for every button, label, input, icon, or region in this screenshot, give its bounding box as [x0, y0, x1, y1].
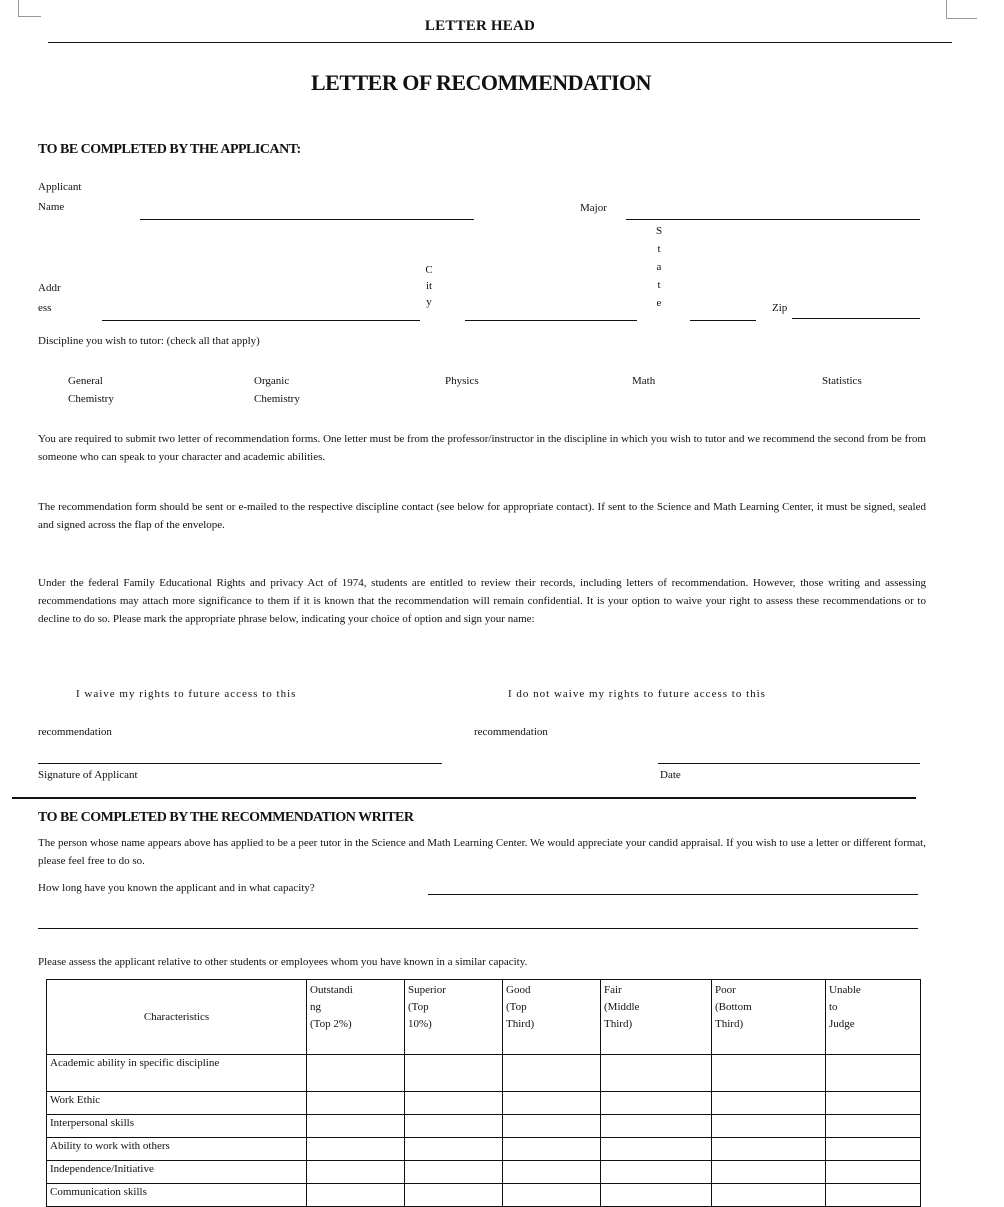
table-row — [47, 1138, 921, 1161]
rating-cell[interactable] — [826, 1138, 921, 1161]
signature-label: Signature of Applicant — [38, 769, 138, 781]
table-row — [47, 1161, 921, 1184]
column-header-outstanding: Outstandi ng (Top 2%) — [307, 980, 405, 1055]
column-header-unable: Unable to Judge — [826, 980, 921, 1055]
rating-cell[interactable] — [503, 1055, 601, 1092]
writer-section-title: TO BE COMPLETED BY THE RECOMMENDATION WRITER — [38, 810, 414, 825]
rating-cell[interactable] — [503, 1161, 601, 1184]
zip-field[interactable] — [792, 318, 920, 319]
discipline-general-chemistry[interactable]: General Chemistry — [68, 375, 114, 405]
assess-prompt: Please assess the applicant relative to other students or employees whom you have known in a similar capacity. — [38, 956, 528, 968]
section-divider — [12, 797, 916, 799]
rating-cell[interactable] — [405, 1184, 503, 1207]
rating-cell[interactable] — [503, 1092, 601, 1115]
discipline-statistics[interactable]: Statistics — [822, 375, 862, 387]
rating-cell[interactable] — [307, 1138, 405, 1161]
rating-cell[interactable] — [405, 1138, 503, 1161]
address-field[interactable] — [102, 320, 420, 321]
rating-cell[interactable] — [601, 1092, 712, 1115]
ferpa-paragraph: Under the federal Family Educational Rights and privacy Act of 1974, students are entitled to review their records, including letters of recommendation. However, those writing and assessing recommendations may attach more significance to them if it is known that the recommendation will remain confidential. It is your option to waive your right to assess these recommendations or to decline to do so. Please mark the appropriate phrase below, indicating your choice of option and sign your name: — [38, 577, 926, 625]
row-label: Communication skills — [47, 1184, 307, 1207]
assessment-table — [46, 979, 921, 1207]
state-field[interactable] — [690, 320, 756, 321]
rating-cell[interactable] — [307, 1055, 405, 1092]
column-header-fair: Fair (Middle Third) — [601, 980, 712, 1055]
characteristics-header: Characteristics — [47, 980, 307, 1055]
not-waive-option-continued: recommendation — [474, 726, 548, 738]
major-field[interactable] — [626, 219, 920, 220]
row-label: Ability to work with others — [47, 1138, 307, 1161]
city-field[interactable] — [465, 320, 637, 321]
rating-cell[interactable] — [601, 1055, 712, 1092]
row-label: Work Ethic — [47, 1092, 307, 1115]
table-row — [47, 1184, 921, 1207]
table-header-row — [47, 980, 921, 1055]
instructions-paragraph-2: The recommendation form should be sent or e-mailed to the respective discipline contact (see below for appropriate contact). If sent to the Science and Math Learning Center, it must be signed, sealed and signed across the flap of the envelope. — [38, 501, 926, 531]
header-rule — [48, 42, 952, 43]
rating-cell[interactable] — [712, 1092, 826, 1115]
known-answer-line-2[interactable] — [38, 928, 918, 929]
known-question: How long have you known the applicant and in what capacity? — [38, 882, 315, 894]
discipline-organic-chemistry[interactable]: Organic Chemistry — [254, 375, 300, 405]
column-header-good: Good (Top Third) — [503, 980, 601, 1055]
column-header-superior: Superior (Top 10%) — [405, 980, 503, 1055]
rating-cell[interactable] — [503, 1138, 601, 1161]
rating-cell[interactable] — [826, 1055, 921, 1092]
discipline-math[interactable]: Math — [632, 375, 656, 387]
rating-cell[interactable] — [712, 1115, 826, 1138]
row-label: Academic ability in specific discipline — [47, 1055, 307, 1092]
state-label: S t a t e — [655, 225, 663, 309]
instructions-paragraph-1: You are required to submit two letter of recommendation forms. One letter must be from the professor/instructor in the discipline in which you wish to tutor and we recommend the second from be from someone who can speak to your character and academic abilities. — [38, 433, 926, 463]
applicant-section-title: TO BE COMPLETED BY THE APPLICANT: — [38, 142, 301, 157]
rating-cell[interactable] — [601, 1184, 712, 1207]
rating-cell[interactable] — [405, 1161, 503, 1184]
waive-option[interactable]: I waive my rights to future access to this — [76, 688, 297, 700]
rating-cell[interactable] — [307, 1115, 405, 1138]
rating-cell[interactable] — [826, 1184, 921, 1207]
waive-option-continued: recommendation — [38, 726, 112, 738]
applicant-name-label: Applicant Name — [38, 181, 82, 213]
column-header-poor: Poor (Bottom Third) — [712, 980, 826, 1055]
rating-cell[interactable] — [405, 1055, 503, 1092]
rating-cell[interactable] — [712, 1138, 826, 1161]
known-answer-line-1[interactable] — [428, 894, 918, 895]
not-waive-option[interactable]: I do not waive my rights to future access to this — [508, 688, 766, 700]
applicant-name-field[interactable] — [140, 219, 474, 220]
table-row — [47, 1092, 921, 1115]
writer-intro: The person whose name appears above has applied to be a peer tutor in the Science and Math Learning Center. We would appreciate your candid appraisal. If you wish to use a letter or different format, please feel free to do so. — [38, 837, 926, 867]
date-label: Date — [660, 769, 681, 781]
page-corner-mark-left — [18, 0, 41, 17]
signature-field[interactable] — [38, 763, 442, 764]
address-label: Addr ess — [38, 282, 61, 314]
rating-cell[interactable] — [826, 1161, 921, 1184]
date-field[interactable] — [658, 763, 920, 764]
rating-cell[interactable] — [503, 1115, 601, 1138]
letter-head: LETTER HEAD — [424, 18, 536, 34]
rating-cell[interactable] — [503, 1184, 601, 1207]
rating-cell[interactable] — [601, 1115, 712, 1138]
table-row — [47, 1115, 921, 1138]
rating-cell[interactable] — [826, 1115, 921, 1138]
row-label: Independence/Initiative — [47, 1161, 307, 1184]
row-label: Interpersonal skills — [47, 1115, 307, 1138]
rating-cell[interactable] — [712, 1055, 826, 1092]
major-label: Major — [580, 202, 607, 214]
table-row — [47, 1055, 921, 1092]
zip-label: Zip — [772, 302, 788, 314]
city-label: C it y — [425, 264, 433, 308]
rating-cell[interactable] — [826, 1092, 921, 1115]
page-corner-mark-right — [946, 0, 977, 19]
discipline-physics[interactable]: Physics — [445, 375, 479, 387]
rating-cell[interactable] — [405, 1092, 503, 1115]
rating-cell[interactable] — [405, 1115, 503, 1138]
rating-cell[interactable] — [601, 1138, 712, 1161]
rating-cell[interactable] — [307, 1092, 405, 1115]
rating-cell[interactable] — [307, 1184, 405, 1207]
rating-cell[interactable] — [307, 1161, 405, 1184]
page-title: LETTER OF RECOMMENDATION — [310, 70, 652, 95]
rating-cell[interactable] — [712, 1161, 826, 1184]
discipline-prompt: Discipline you wish to tutor: (check all that apply) — [38, 335, 260, 347]
rating-cell[interactable] — [712, 1184, 826, 1207]
rating-cell[interactable] — [601, 1161, 712, 1184]
